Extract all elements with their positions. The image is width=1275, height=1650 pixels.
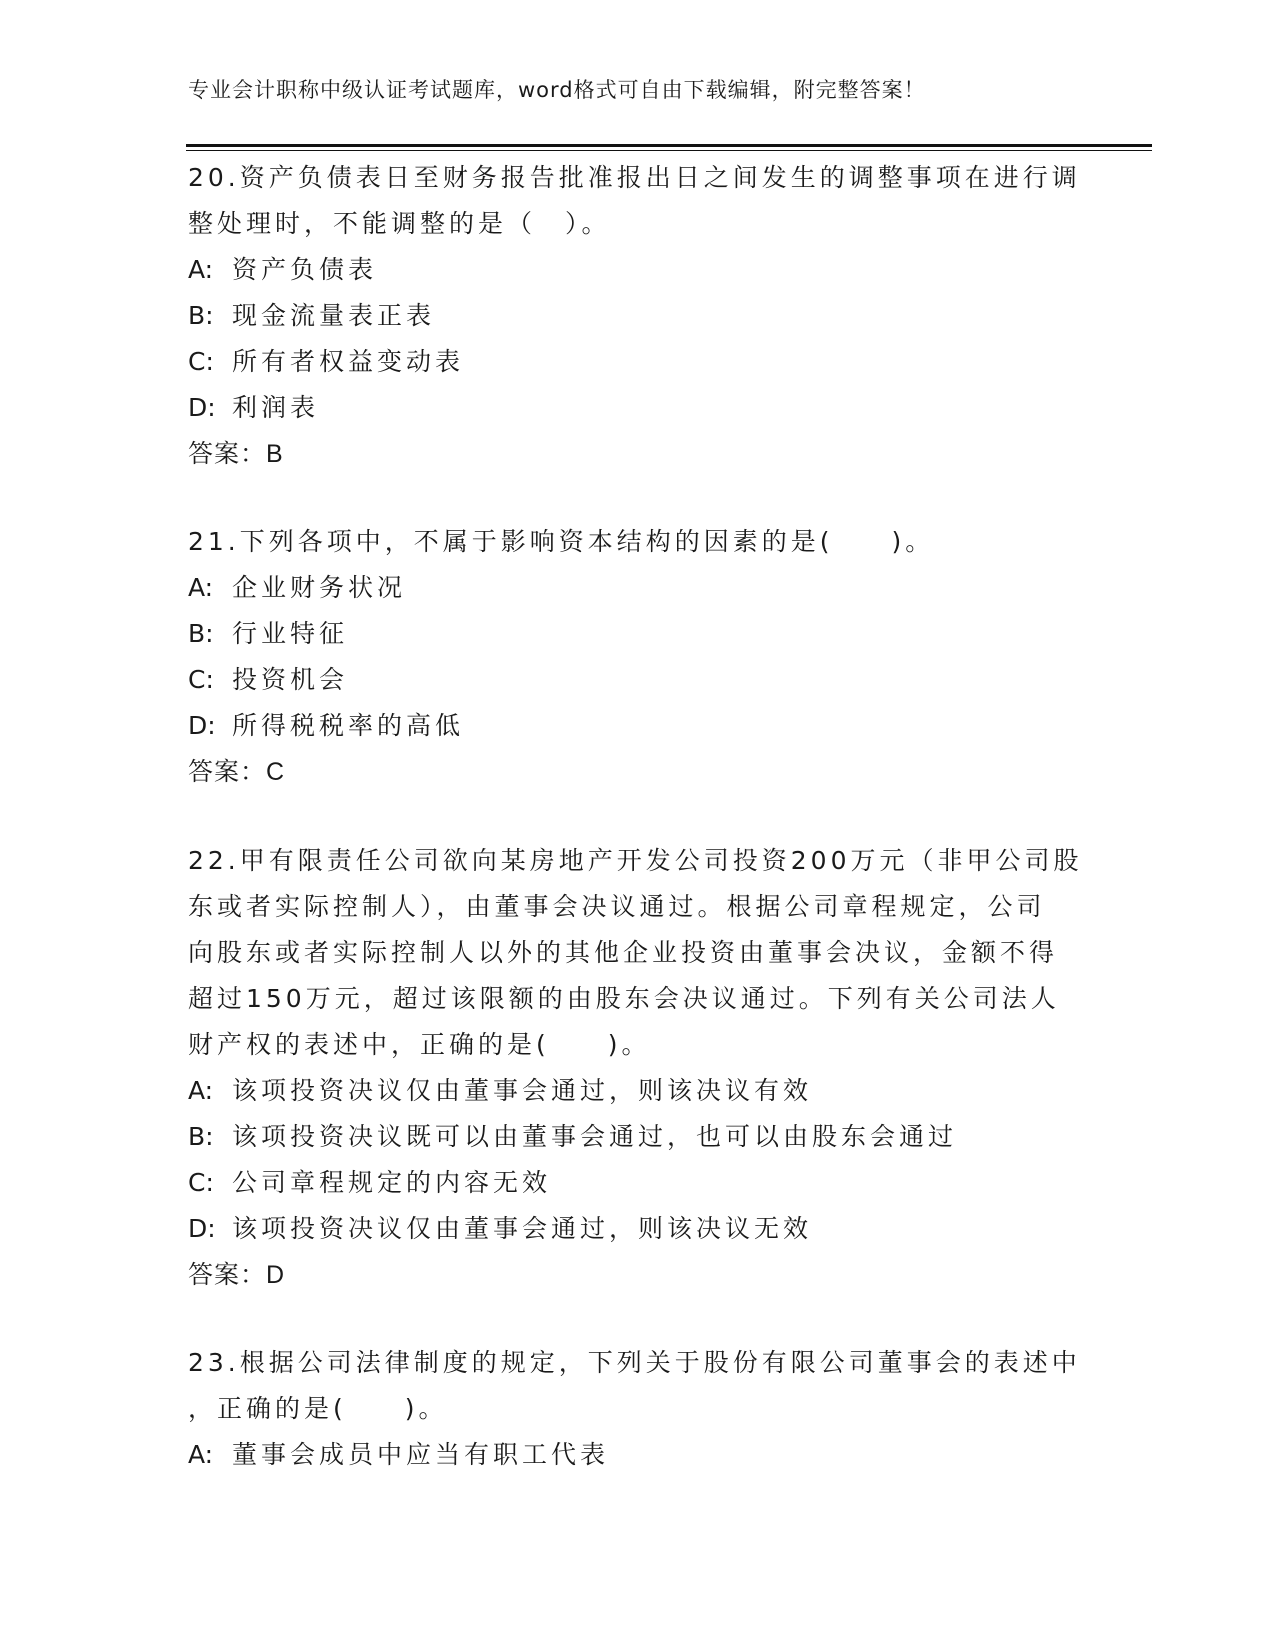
option-c [188, 1160, 1088, 1206]
option-b [188, 611, 1088, 657]
option-text: 公司章程规定的内容无效 [232, 1168, 552, 1197]
option-text: 投资机会 [232, 665, 349, 694]
option-text: 董事会成员中应当有职工代表 [232, 1440, 610, 1469]
question-23 [188, 1340, 1088, 1478]
option-text: 该项投资决议仅由董事会通过，则该决议无效 [232, 1214, 813, 1243]
question-stem-line: 21.下列各项中，不属于影响资本结构的因素的是( )。 [188, 527, 935, 556]
option-a [188, 1432, 1088, 1478]
option-text: 利润表 [232, 393, 320, 422]
option-key: C: [188, 1168, 214, 1197]
page-header: 专业会计职称中级认证考试题库，word格式可自由下载编辑，附完整答案！ [188, 78, 926, 102]
option-key: B: [188, 1122, 214, 1151]
option-key: C: [188, 665, 214, 694]
option-key: A: [188, 1076, 214, 1105]
option-a [188, 1068, 1088, 1114]
option-key: A: [188, 1440, 214, 1469]
option-d [188, 703, 1088, 749]
option-key: A: [188, 255, 214, 284]
header-rule-thin [186, 150, 1152, 151]
question-stem-line: 财产权的表述中，正确的是( )。 [188, 1030, 651, 1059]
answer-line: 答案：B [188, 440, 284, 468]
question-stem-line: 22.甲有限责任公司欲向某房地产开发公司投资200万元（非甲公司股 [188, 846, 1083, 875]
option-c [188, 657, 1088, 703]
option-d [188, 385, 1088, 431]
question-stem-line: ，正确的是( )。 [188, 1394, 448, 1423]
question-21 [188, 519, 1088, 795]
option-key: D: [188, 393, 216, 422]
question-stem-line: 整处理时，不能调整的是（ ）。 [188, 209, 611, 238]
option-text: 该项投资决议既可以由董事会通过，也可以由股东会通过 [232, 1122, 958, 1151]
option-text: 行业特征 [232, 619, 349, 648]
question-stem-line: 东或者实际控制人），由董事会决议通过。根据公司章程规定，公司 [188, 892, 1046, 921]
option-key: B: [188, 619, 214, 648]
question-20 [188, 155, 1088, 477]
option-text: 现金流量表正表 [232, 301, 436, 330]
option-a [188, 247, 1088, 293]
option-key: D: [188, 1214, 216, 1243]
option-text: 企业财务状况 [232, 573, 407, 602]
option-b [188, 293, 1088, 339]
option-text: 所有者权益变动表 [232, 347, 465, 376]
answer-line: 答案：D [188, 1261, 286, 1289]
question-stem-line: 23.根据公司法律制度的规定，下列关于股份有限公司董事会的表述中 [188, 1348, 1081, 1377]
question-stem-line: 超过150万元，超过该限额的由股东会决议通过。下列有关公司法人 [188, 984, 1060, 1013]
option-text: 所得税税率的高低 [232, 711, 465, 740]
option-key: B: [188, 301, 214, 330]
question-22 [188, 838, 1088, 1298]
option-text: 该项投资决议仅由董事会通过，则该决议有效 [232, 1076, 813, 1105]
option-b [188, 1114, 1088, 1160]
option-d [188, 1206, 1088, 1252]
option-key: D: [188, 711, 216, 740]
answer-line: 答案：C [188, 758, 286, 786]
option-key: A: [188, 573, 214, 602]
option-text: 资产负债表 [232, 255, 378, 284]
option-key: C: [188, 347, 214, 376]
question-stem-line: 向股东或者实际控制人以外的其他企业投资由董事会决议，金额不得 [188, 938, 1059, 967]
header-rule-thick [186, 144, 1152, 147]
option-c [188, 339, 1088, 385]
option-a [188, 565, 1088, 611]
question-stem-line: 20.资产负债表日至财务报告批准报出日之间发生的调整事项在进行调 [188, 163, 1081, 192]
